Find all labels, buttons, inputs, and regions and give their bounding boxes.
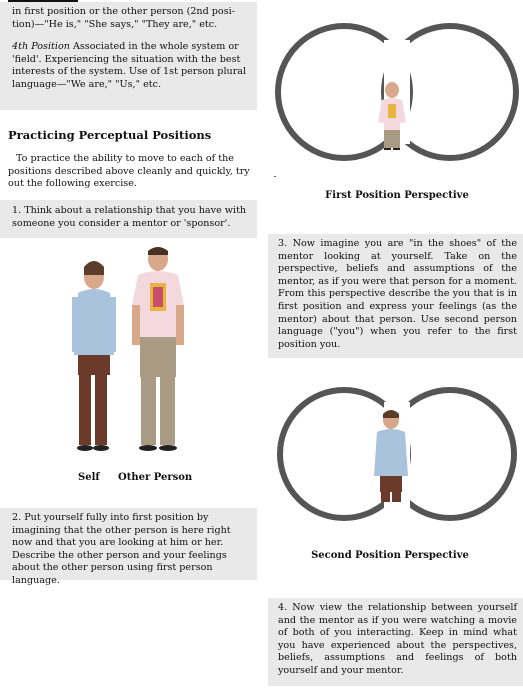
step-3-box: [268, 234, 523, 358]
self-label: Self: [78, 472, 100, 483]
fourth-position-label: 4th Position: [12, 41, 70, 53]
first-position-caption: First Position Perspective: [325, 190, 469, 201]
step-4-text: 4. Now view the relationship between yourself and the mentor as if you were watching a movie of both of you interacting. Keep in mind what you have experienced about the perspectives, beliefs, assumptions and feelings of both yourself and your mentor.: [278, 602, 517, 676]
second-position-text-line1: in first position or the other person (2nd posi-: [12, 6, 235, 17]
other-person-figure: [132, 247, 184, 451]
step-3-text: 3. Now imagine you are "in the shoes" of the mentor looking at yourself. Take on the perspective, beliefs and assumptions of the mentor, as if you were that person for a moment. From this perspective describe the you that is in first position and express your feelings (as the mentor) about that person. Use second person language ("you") when you refer to the first position you.: [278, 238, 517, 350]
self-figure: [72, 261, 116, 451]
other-person-label: Other Person: [118, 472, 193, 483]
second-position-figure: [272, 380, 522, 540]
position-description-box: [0, 2, 257, 110]
fourth-position-text: Associated in the whole system or 'field'. Experiencing the situation with the best interests of the system. Use of 1st person plural language—"We are," "Us," etc.: [12, 41, 247, 90]
self-and-other-person-figure: [60, 245, 200, 460]
second-position-caption: Second Position Perspective: [311, 550, 469, 561]
section-title: Practicing Perceptual Positions: [8, 128, 212, 142]
first-position-figure: [272, 2, 522, 182]
step-1-box: [0, 200, 257, 238]
step-2-text: 2. Put yourself fully into first position by imagining that the other person is here right now and that you are looking at him or her. Describe the other person and your feelings about the other person using first person language.: [12, 512, 231, 586]
fourth-position-paragraph: [12, 41, 249, 91]
intro-paragraph: To practice the ability to move to each of the positions described above cleanly and quickly, try out the following exercise.: [8, 153, 250, 190]
step-2-box: [0, 508, 257, 586]
second-position-text-line2: tion)—"He is," "She says," "They are," etc.: [12, 18, 218, 30]
step-4-box: [268, 598, 523, 686]
step-1-text: 1. Think about a relationship that you have with someone you consider a mentor or 'sponsor'.: [12, 205, 247, 229]
